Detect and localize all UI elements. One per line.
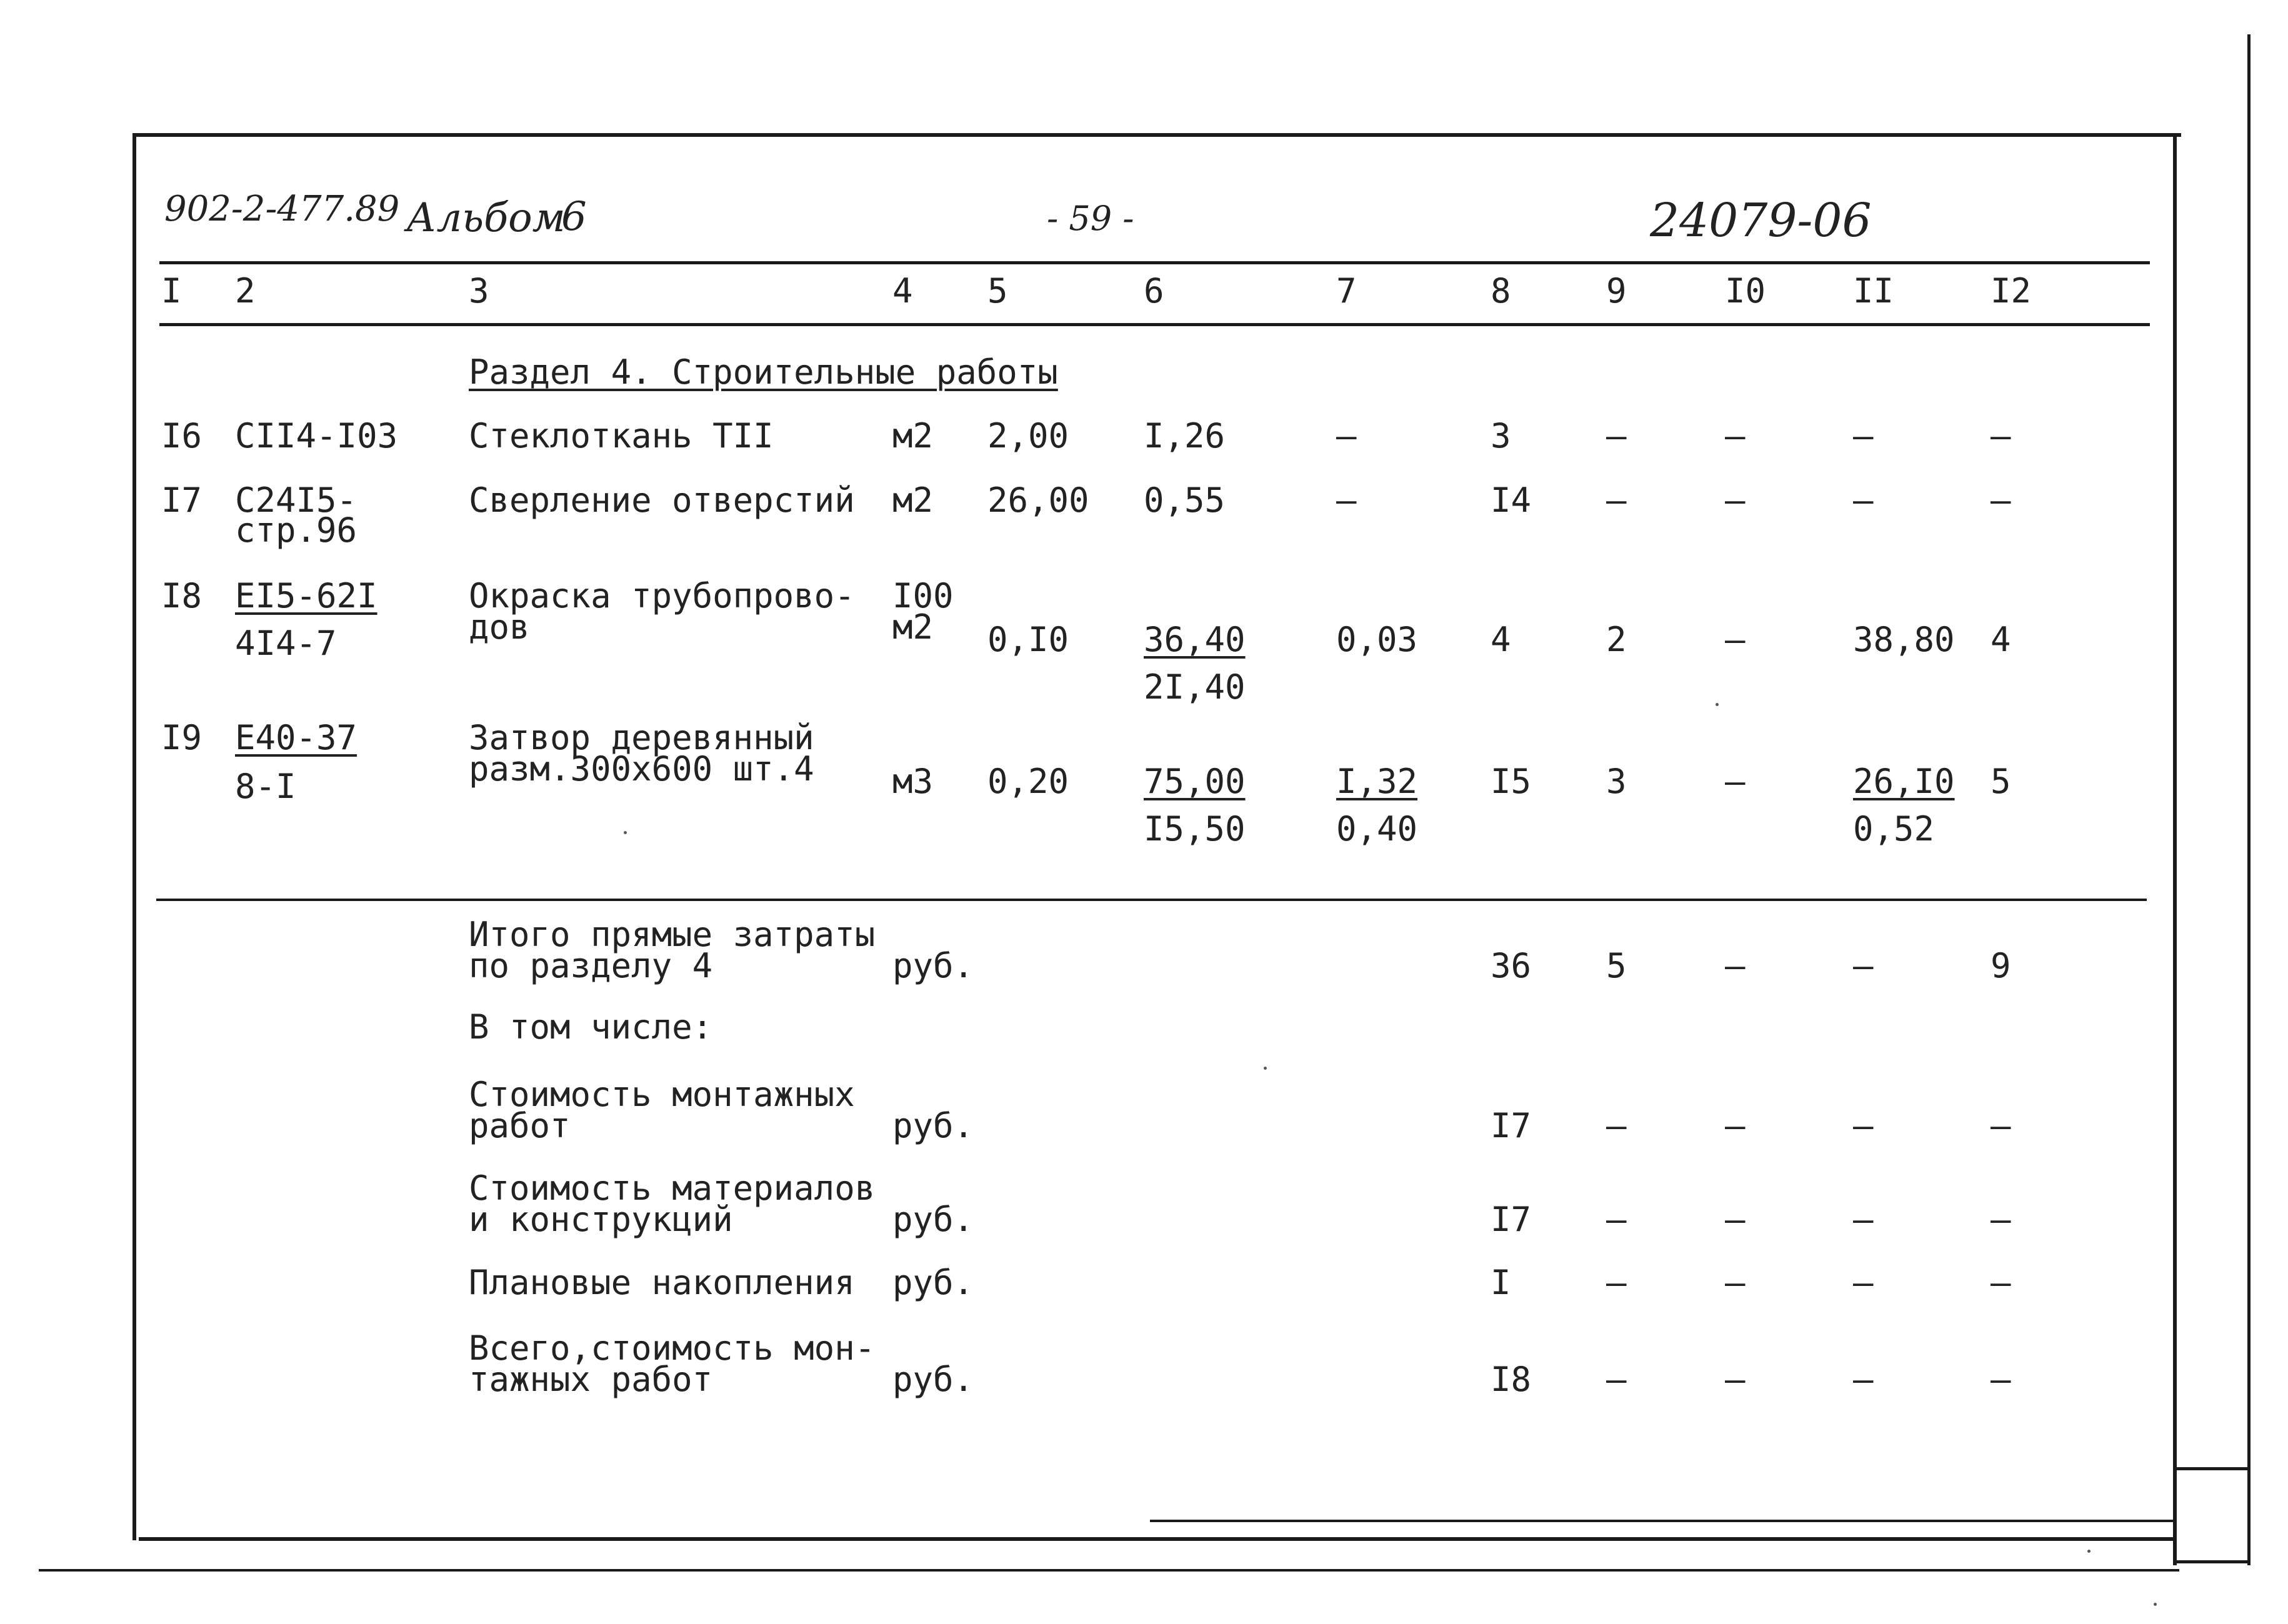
totals-c10-value: –: [1725, 1360, 1746, 1399]
col9-value: 3: [1606, 762, 1627, 801]
totals-description: по разделу 4: [469, 946, 713, 985]
rate-code: Е40-37: [235, 718, 357, 757]
frame-top-border: [132, 133, 2181, 137]
outer-right-edge: [2247, 34, 2251, 1565]
row-number: I9: [161, 718, 202, 757]
page-marker: - 59 -: [1047, 199, 1134, 238]
totals-c10-value: –: [1725, 1106, 1746, 1145]
col11-value: –: [1853, 481, 1874, 520]
unit: м3: [892, 762, 934, 801]
col7-value: –: [1336, 416, 1357, 456]
frame-bottom-inner-line: [1150, 1520, 2174, 1522]
work-description: Затвор деревянный: [469, 718, 814, 757]
totals-description: Всего,стоимость мон-: [469, 1328, 876, 1368]
column-number: 3: [469, 271, 489, 311]
scan-speck: [624, 831, 627, 834]
rate-code: стр.96: [235, 511, 357, 550]
column-number: 2: [235, 271, 256, 311]
col11-value: 0,52: [1853, 809, 1935, 849]
col11-value: 26,I0: [1853, 762, 1955, 801]
work-description: Окраска трубопрово-: [469, 576, 855, 615]
rate-code: СII4-I03: [235, 416, 398, 456]
totals-c10-value: –: [1725, 946, 1746, 985]
frame-right-border: [2173, 133, 2177, 1565]
album-word: Альбом: [406, 195, 566, 241]
doc-number: 24079-06: [1650, 194, 1872, 247]
col7-value: 0,03: [1336, 620, 1418, 659]
totals-description: работ: [469, 1106, 571, 1145]
album-number: 6: [561, 194, 587, 240]
totals-c9-value: –: [1606, 1200, 1627, 1239]
stamp-block-bottom: [2175, 1560, 2249, 1563]
section-title: Раздел 4. Строительные работы: [469, 352, 1058, 392]
totals-c12-value: –: [1991, 1200, 2011, 1239]
unit: м2: [892, 481, 934, 520]
col8-value: 4: [1491, 620, 1511, 659]
column-number: 9: [1606, 271, 1627, 311]
frame-bottom-border: [139, 1537, 2174, 1541]
col8-value: I4: [1491, 481, 1532, 520]
column-number: I0: [1725, 271, 1766, 311]
totals-c11-value: –: [1853, 1263, 1874, 1302]
unit-cost: I,26: [1144, 416, 1226, 456]
col9-value: –: [1606, 416, 1627, 456]
unit-cost: I5,50: [1144, 809, 1246, 849]
work-description: Стеклоткань ТII: [469, 416, 774, 456]
work-description: дов: [469, 607, 530, 647]
totals-c8-value: I7: [1491, 1200, 1532, 1239]
unit-cost: 36,40: [1144, 620, 1246, 659]
col10-value: –: [1725, 416, 1746, 456]
col10-value: –: [1725, 620, 1746, 659]
col7-value: –: [1336, 481, 1357, 520]
col10-value: –: [1725, 481, 1746, 520]
col8-value: I5: [1491, 762, 1532, 801]
totals-c10-value: –: [1725, 1263, 1746, 1302]
currency-unit: руб.: [892, 1360, 974, 1399]
totals-separator-rule: [156, 899, 2147, 901]
col8-value: 3: [1491, 416, 1511, 456]
col9-value: 2: [1606, 620, 1627, 659]
album-code: 902-2-477.89: [164, 189, 400, 229]
row-number: I7: [161, 481, 202, 520]
stamp-block-top: [2175, 1467, 2249, 1470]
col12-value: 4: [1991, 620, 2011, 659]
col9-value: –: [1606, 481, 1627, 520]
col12-value: 5: [1991, 762, 2011, 801]
totals-c10-value: –: [1725, 1200, 1746, 1239]
quantity: 2,00: [987, 416, 1069, 456]
unit-cost: 0,55: [1144, 481, 1226, 520]
totals-c11-value: –: [1853, 946, 1874, 985]
totals-c12-value: –: [1991, 1360, 2011, 1399]
column-numbers-rule: [159, 323, 2150, 326]
unit: I00: [892, 576, 954, 615]
scan-speck: [1716, 703, 1719, 706]
totals-c8-value: I7: [1491, 1106, 1532, 1145]
column-number: I: [161, 271, 182, 311]
quantity: 26,00: [987, 481, 1089, 520]
scan-speck: [2087, 1550, 2091, 1553]
totals-description: Итого прямые затраты: [469, 915, 876, 954]
totals-description: тажных работ: [469, 1360, 713, 1399]
totals-c11-value: –: [1853, 1360, 1874, 1399]
col7-value: I,32: [1336, 762, 1418, 801]
totals-c12-value: 9: [1991, 946, 2011, 985]
col11-value: 38,80: [1853, 620, 1955, 659]
header-rule: [159, 261, 2150, 264]
quantity: 0,20: [987, 762, 1069, 801]
unit-cost: 2I,40: [1144, 667, 1246, 707]
column-number: 5: [987, 271, 1008, 311]
totals-c12-value: –: [1991, 1106, 2011, 1145]
totals-c11-value: –: [1853, 1106, 1874, 1145]
column-number: I2: [1991, 271, 2032, 311]
totals-description: Плановые накопления: [469, 1263, 855, 1302]
quantity: 0,I0: [987, 620, 1069, 659]
totals-c9-value: –: [1606, 1263, 1627, 1302]
totals-description: В том числе:: [469, 1007, 713, 1047]
work-description: Сверление отверстий: [469, 481, 855, 520]
totals-c12-value: –: [1991, 1263, 2011, 1302]
currency-unit: руб.: [892, 946, 974, 985]
unit-cost: 75,00: [1144, 762, 1246, 801]
column-number: 8: [1491, 271, 1511, 311]
row-number: I6: [161, 416, 202, 456]
column-number: 4: [892, 271, 913, 311]
unit: м2: [892, 607, 934, 647]
currency-unit: руб.: [892, 1106, 974, 1145]
column-number: 7: [1336, 271, 1357, 311]
totals-c8-value: I: [1491, 1263, 1511, 1302]
column-number: 6: [1144, 271, 1164, 311]
totals-c9-value: –: [1606, 1360, 1627, 1399]
col10-value: –: [1725, 762, 1746, 801]
page-cut-line: [39, 1569, 2179, 1572]
column-number: II: [1853, 271, 1894, 311]
rate-code: 4I4-7: [235, 624, 337, 663]
frame-left-border: [132, 133, 136, 1540]
totals-c9-value: 5: [1606, 946, 1627, 985]
rate-code: 8-I: [235, 767, 296, 806]
row-number: I8: [161, 576, 202, 615]
scan-speck: [2154, 1603, 2157, 1606]
scan-speck: [1264, 1067, 1267, 1070]
work-description: разм.300х600 шт.4: [469, 749, 814, 789]
totals-description: Стоимость монтажных: [469, 1075, 855, 1114]
totals-c9-value: –: [1606, 1106, 1627, 1145]
totals-c8-value: I8: [1491, 1360, 1532, 1399]
unit: м2: [892, 416, 934, 456]
col11-value: –: [1853, 416, 1874, 456]
totals-description: и конструкций: [469, 1200, 733, 1239]
currency-unit: руб.: [892, 1263, 974, 1302]
totals-c11-value: –: [1853, 1200, 1874, 1239]
currency-unit: руб.: [892, 1200, 974, 1239]
col12-value: –: [1991, 416, 2011, 456]
rate-code: ЕI5-62I: [235, 576, 377, 615]
totals-c8-value: 36: [1491, 946, 1532, 985]
col7-value: 0,40: [1336, 809, 1418, 849]
rate-code: С24I5-: [235, 481, 357, 520]
totals-description: Стоимость материалов: [469, 1168, 876, 1208]
col12-value: –: [1991, 481, 2011, 520]
